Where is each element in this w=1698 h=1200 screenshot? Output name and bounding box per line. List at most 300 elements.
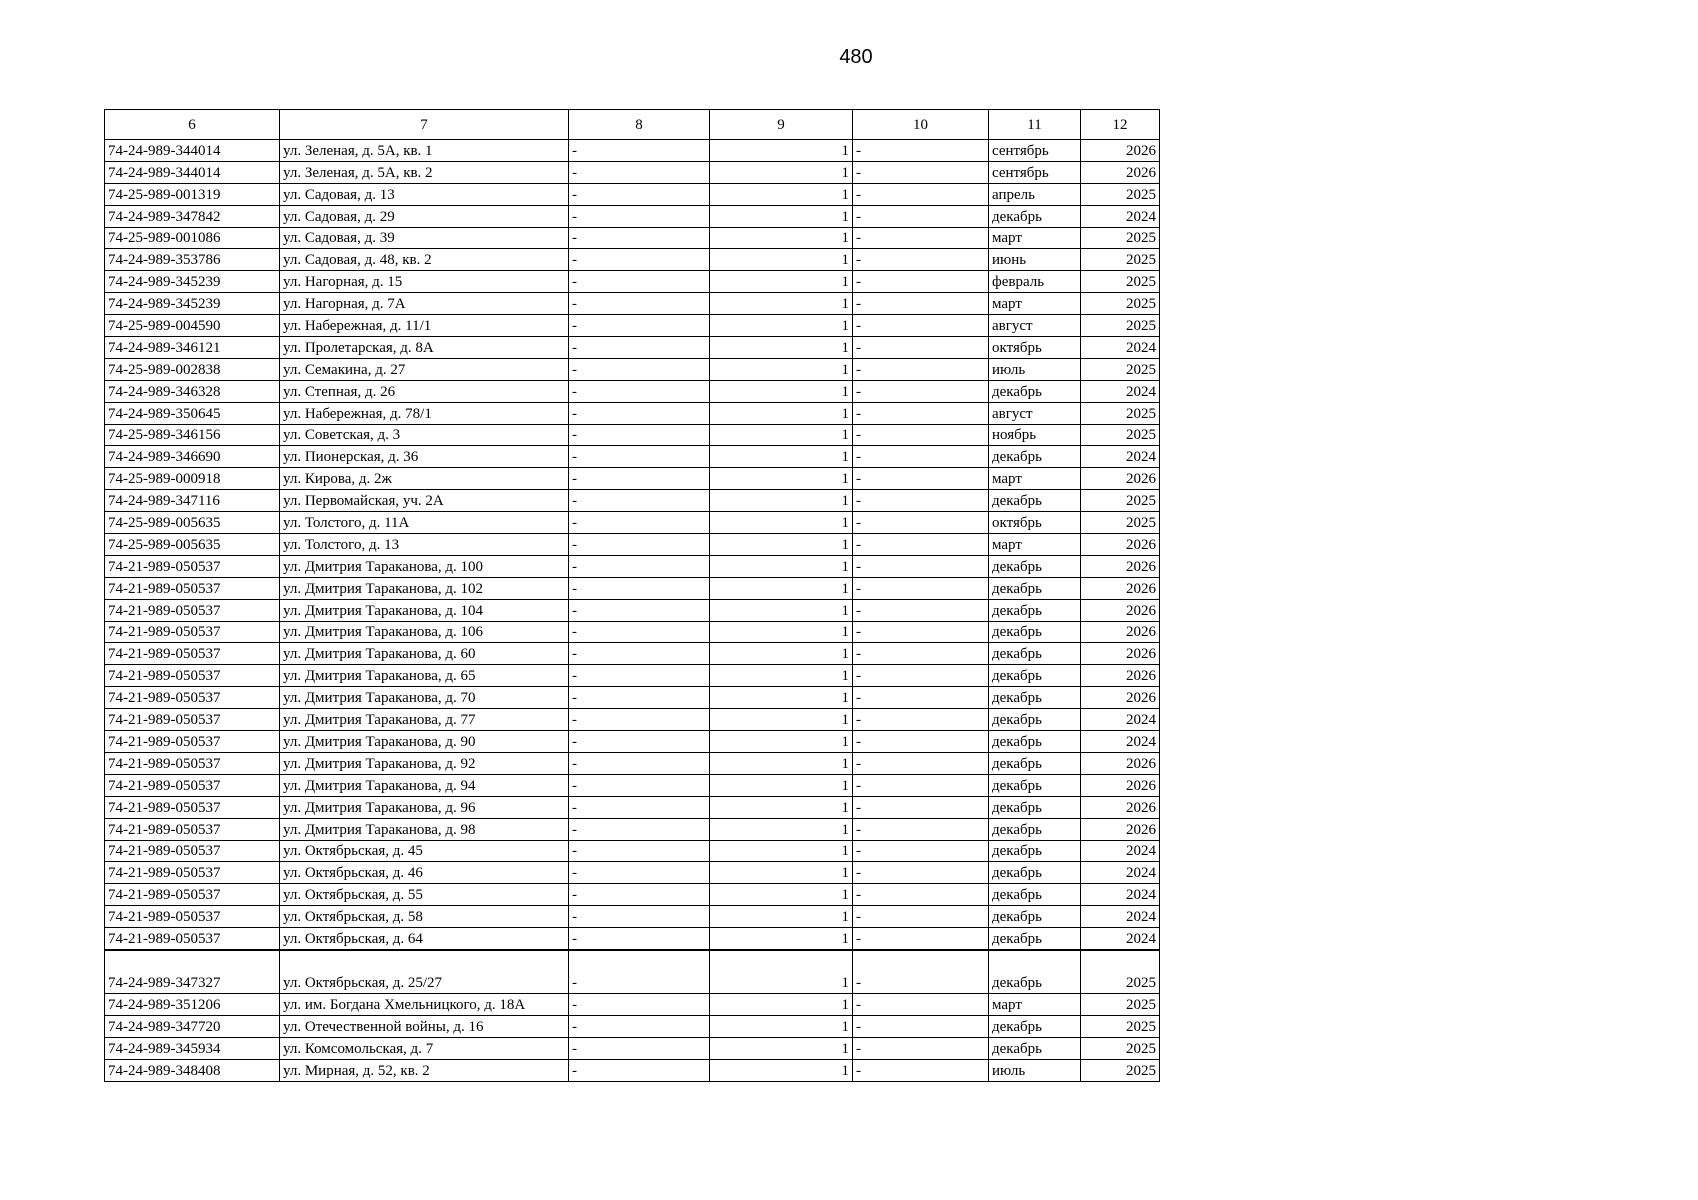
address-cell: ул. Дмитрия Тараканова, д. 77 — [280, 709, 569, 731]
col8-cell: - — [569, 1059, 710, 1081]
table-row — [105, 950, 1160, 994]
code-cell: 74-25-989-001086 — [105, 227, 280, 249]
code-cell: 74-21-989-050537 — [105, 752, 280, 774]
address-cell: ул. Октябрьская, д. 55 — [280, 884, 569, 906]
year-cell: 2025 — [1081, 293, 1160, 315]
table-row — [105, 183, 1160, 205]
year-cell: 2026 — [1081, 577, 1160, 599]
col10-cell: - — [853, 577, 989, 599]
address-cell: ул. Дмитрия Тараканова, д. 90 — [280, 731, 569, 753]
col8-cell: - — [569, 774, 710, 796]
col10-cell: - — [853, 424, 989, 446]
month-cell: декабрь — [989, 490, 1081, 512]
quantity-cell: 1 — [710, 293, 853, 315]
address-cell: ул. Дмитрия Тараканова, д. 60 — [280, 643, 569, 665]
year-cell: 2024 — [1081, 884, 1160, 906]
month-cell: декабрь — [989, 621, 1081, 643]
address-cell: ул. Зеленая, д. 5А, кв. 1 — [280, 140, 569, 162]
table-row — [105, 161, 1160, 183]
table-row — [105, 534, 1160, 556]
col8-cell: - — [569, 293, 710, 315]
col8-cell: - — [569, 928, 710, 950]
address-cell: ул. Кирова, д. 2ж — [280, 468, 569, 490]
col8-cell: - — [569, 665, 710, 687]
month-cell: декабрь — [989, 1037, 1081, 1059]
month-cell: декабрь — [989, 774, 1081, 796]
col10-cell: - — [853, 271, 989, 293]
month-cell: декабрь — [989, 840, 1081, 862]
year-cell: 2025 — [1081, 1015, 1160, 1037]
month-cell: июнь — [989, 249, 1081, 271]
quantity-cell: 1 — [710, 424, 853, 446]
col8-cell: - — [569, 950, 710, 994]
table-row — [105, 862, 1160, 884]
col8-cell: - — [569, 862, 710, 884]
code-cell: 74-25-989-000918 — [105, 468, 280, 490]
col10-cell: - — [853, 249, 989, 271]
quantity-cell: 1 — [710, 577, 853, 599]
table-row — [105, 424, 1160, 446]
address-cell: ул. Садовая, д. 48, кв. 2 — [280, 249, 569, 271]
col10-cell: - — [853, 621, 989, 643]
quantity-cell: 1 — [710, 512, 853, 534]
year-cell: 2025 — [1081, 271, 1160, 293]
table-row — [105, 1059, 1160, 1081]
quantity-cell: 1 — [710, 796, 853, 818]
col10-cell: - — [853, 1037, 989, 1059]
col10-cell: - — [853, 337, 989, 359]
column-header: 12 — [1081, 110, 1160, 140]
code-cell: 74-21-989-050537 — [105, 621, 280, 643]
table-row — [105, 446, 1160, 468]
year-cell: 2024 — [1081, 840, 1160, 862]
address-cell: ул. Семакина, д. 27 — [280, 358, 569, 380]
col8-cell: - — [569, 577, 710, 599]
code-cell: 74-25-989-005635 — [105, 534, 280, 556]
col10-cell: - — [853, 796, 989, 818]
col8-cell: - — [569, 249, 710, 271]
year-cell: 2025 — [1081, 993, 1160, 1015]
table-row — [105, 1037, 1160, 1059]
code-cell: 74-21-989-050537 — [105, 796, 280, 818]
table-row — [105, 643, 1160, 665]
code-cell: 74-21-989-050537 — [105, 731, 280, 753]
code-cell: 74-25-989-005635 — [105, 512, 280, 534]
address-cell: ул. Садовая, д. 39 — [280, 227, 569, 249]
month-cell: октябрь — [989, 337, 1081, 359]
col10-cell: - — [853, 512, 989, 534]
code-cell: 74-21-989-050537 — [105, 840, 280, 862]
code-cell: 74-25-989-001319 — [105, 183, 280, 205]
table-row — [105, 271, 1160, 293]
col10-cell: - — [853, 752, 989, 774]
month-cell: декабрь — [989, 1015, 1081, 1037]
col8-cell: - — [569, 687, 710, 709]
year-cell: 2024 — [1081, 380, 1160, 402]
table-row — [105, 928, 1160, 950]
quantity-cell: 1 — [710, 271, 853, 293]
code-cell: 74-21-989-050537 — [105, 687, 280, 709]
col8-cell: - — [569, 1015, 710, 1037]
year-cell: 2024 — [1081, 906, 1160, 928]
year-cell: 2026 — [1081, 643, 1160, 665]
col8-cell: - — [569, 555, 710, 577]
month-cell: июль — [989, 358, 1081, 380]
table-body — [105, 140, 1160, 1082]
quantity-cell: 1 — [710, 906, 853, 928]
address-cell: ул. Набережная, д. 78/1 — [280, 402, 569, 424]
column-header: 8 — [569, 110, 710, 140]
col10-cell: - — [853, 1059, 989, 1081]
year-cell: 2025 — [1081, 512, 1160, 534]
code-cell: 74-24-989-344014 — [105, 161, 280, 183]
quantity-cell: 1 — [710, 709, 853, 731]
table-row — [105, 774, 1160, 796]
col8-cell: - — [569, 818, 710, 840]
quantity-cell: 1 — [710, 161, 853, 183]
address-cell: ул. Нагорная, д. 7А — [280, 293, 569, 315]
quantity-cell: 1 — [710, 140, 853, 162]
table-row — [105, 490, 1160, 512]
month-cell: декабрь — [989, 818, 1081, 840]
col8-cell: - — [569, 446, 710, 468]
table-row — [105, 687, 1160, 709]
year-cell: 2026 — [1081, 774, 1160, 796]
col10-cell: - — [853, 315, 989, 337]
year-cell: 2026 — [1081, 599, 1160, 621]
address-cell: ул. Советская, д. 3 — [280, 424, 569, 446]
col8-cell: - — [569, 358, 710, 380]
column-header: 9 — [710, 110, 853, 140]
month-cell: октябрь — [989, 512, 1081, 534]
table-row — [105, 205, 1160, 227]
month-cell: декабрь — [989, 555, 1081, 577]
col10-cell: - — [853, 709, 989, 731]
code-cell: 74-24-989-347720 — [105, 1015, 280, 1037]
month-cell: декабрь — [989, 862, 1081, 884]
quantity-cell: 1 — [710, 468, 853, 490]
code-cell: 74-24-989-346328 — [105, 380, 280, 402]
year-cell: 2026 — [1081, 161, 1160, 183]
table-row — [105, 227, 1160, 249]
col8-cell: - — [569, 752, 710, 774]
table-row — [105, 380, 1160, 402]
col10-cell: - — [853, 140, 989, 162]
col8-cell: - — [569, 599, 710, 621]
address-cell: ул. Комсомольская, д. 7 — [280, 1037, 569, 1059]
month-cell: апрель — [989, 183, 1081, 205]
address-cell: ул. Пионерская, д. 36 — [280, 446, 569, 468]
address-cell: ул. Дмитрия Тараканова, д. 65 — [280, 665, 569, 687]
year-cell: 2026 — [1081, 468, 1160, 490]
year-cell: 2026 — [1081, 818, 1160, 840]
address-cell: ул. Дмитрия Тараканова, д. 92 — [280, 752, 569, 774]
col8-cell: - — [569, 884, 710, 906]
quantity-cell: 1 — [710, 862, 853, 884]
col8-cell: - — [569, 993, 710, 1015]
address-cell: ул. Степная, д. 26 — [280, 380, 569, 402]
year-cell: 2026 — [1081, 534, 1160, 556]
quantity-cell: 1 — [710, 665, 853, 687]
month-cell: декабрь — [989, 446, 1081, 468]
year-cell: 2026 — [1081, 752, 1160, 774]
column-header: 7 — [280, 110, 569, 140]
address-cell: ул. Отечественной войны, д. 16 — [280, 1015, 569, 1037]
month-cell: август — [989, 402, 1081, 424]
year-cell: 2024 — [1081, 709, 1160, 731]
quantity-cell: 1 — [710, 555, 853, 577]
month-cell: сентябрь — [989, 140, 1081, 162]
header-row — [105, 110, 1160, 140]
quantity-cell: 1 — [710, 643, 853, 665]
col8-cell: - — [569, 315, 710, 337]
address-cell: ул. Октябрьская, д. 46 — [280, 862, 569, 884]
year-cell: 2025 — [1081, 950, 1160, 994]
col10-cell: - — [853, 687, 989, 709]
year-cell: 2025 — [1081, 490, 1160, 512]
month-cell: декабрь — [989, 687, 1081, 709]
code-cell: 74-25-989-346156 — [105, 424, 280, 446]
col10-cell: - — [853, 468, 989, 490]
quantity-cell: 1 — [710, 1037, 853, 1059]
year-cell: 2025 — [1081, 424, 1160, 446]
code-cell: 74-24-989-350645 — [105, 402, 280, 424]
address-cell: ул. Дмитрия Тараканова, д. 104 — [280, 599, 569, 621]
quantity-cell: 1 — [710, 315, 853, 337]
col8-cell: - — [569, 271, 710, 293]
quantity-cell: 1 — [710, 1015, 853, 1037]
table-row — [105, 315, 1160, 337]
col8-cell: - — [569, 183, 710, 205]
address-cell: ул. Дмитрия Тараканова, д. 98 — [280, 818, 569, 840]
table-row — [105, 599, 1160, 621]
quantity-cell: 1 — [710, 380, 853, 402]
col8-cell: - — [569, 227, 710, 249]
table-row — [105, 621, 1160, 643]
code-cell: 74-21-989-050537 — [105, 643, 280, 665]
col8-cell: - — [569, 534, 710, 556]
col8-cell: - — [569, 490, 710, 512]
code-cell: 74-21-989-050537 — [105, 818, 280, 840]
col8-cell: - — [569, 380, 710, 402]
address-cell: ул. Дмитрия Тараканова, д. 96 — [280, 796, 569, 818]
code-cell: 74-21-989-050537 — [105, 709, 280, 731]
col10-cell: - — [853, 884, 989, 906]
col10-cell: - — [853, 906, 989, 928]
table-row — [105, 512, 1160, 534]
col10-cell: - — [853, 1015, 989, 1037]
quantity-cell: 1 — [710, 928, 853, 950]
year-cell: 2026 — [1081, 621, 1160, 643]
year-cell: 2025 — [1081, 227, 1160, 249]
col8-cell: - — [569, 731, 710, 753]
year-cell: 2026 — [1081, 140, 1160, 162]
table-row — [105, 993, 1160, 1015]
col8-cell: - — [569, 468, 710, 490]
month-cell: декабрь — [989, 709, 1081, 731]
address-cell: ул. Набережная, д. 11/1 — [280, 315, 569, 337]
address-cell: ул. Зеленая, д. 5А, кв. 2 — [280, 161, 569, 183]
year-cell: 2024 — [1081, 205, 1160, 227]
month-cell: декабрь — [989, 380, 1081, 402]
year-cell: 2025 — [1081, 249, 1160, 271]
col10-cell: - — [853, 731, 989, 753]
col10-cell: - — [853, 293, 989, 315]
code-cell: 74-24-989-346690 — [105, 446, 280, 468]
address-cell: ул. Первомайская, уч. 2А — [280, 490, 569, 512]
register-table — [104, 109, 1160, 1082]
address-cell: ул. Толстого, д. 11А — [280, 512, 569, 534]
year-cell: 2025 — [1081, 358, 1160, 380]
col10-cell: - — [853, 928, 989, 950]
code-cell: 74-24-989-351206 — [105, 993, 280, 1015]
month-cell: декабрь — [989, 928, 1081, 950]
year-cell: 2024 — [1081, 862, 1160, 884]
table-row — [105, 709, 1160, 731]
month-cell: июль — [989, 1059, 1081, 1081]
code-cell: 74-25-989-002838 — [105, 358, 280, 380]
col8-cell: - — [569, 205, 710, 227]
table-row — [105, 796, 1160, 818]
year-cell: 2025 — [1081, 1037, 1160, 1059]
month-cell: декабрь — [989, 906, 1081, 928]
year-cell: 2024 — [1081, 446, 1160, 468]
col8-cell: - — [569, 402, 710, 424]
col10-cell: - — [853, 446, 989, 468]
quantity-cell: 1 — [710, 358, 853, 380]
col10-cell: - — [853, 490, 989, 512]
col10-cell: - — [853, 840, 989, 862]
col8-cell: - — [569, 906, 710, 928]
col10-cell: - — [853, 555, 989, 577]
month-cell: сентябрь — [989, 161, 1081, 183]
address-cell: ул. Садовая, д. 29 — [280, 205, 569, 227]
quantity-cell: 1 — [710, 752, 853, 774]
quantity-cell: 1 — [710, 884, 853, 906]
month-cell: декабрь — [989, 731, 1081, 753]
table-row — [105, 140, 1160, 162]
address-cell: ул. Дмитрия Тараканова, д. 102 — [280, 577, 569, 599]
address-cell: ул. Октябрьская, д. 45 — [280, 840, 569, 862]
col10-cell: - — [853, 818, 989, 840]
code-cell: 74-24-989-348408 — [105, 1059, 280, 1081]
year-cell: 2025 — [1081, 402, 1160, 424]
page-number: 480 — [839, 46, 873, 68]
month-cell: декабрь — [989, 752, 1081, 774]
table-row — [105, 840, 1160, 862]
month-cell: март — [989, 993, 1081, 1015]
quantity-cell: 1 — [710, 774, 853, 796]
code-cell: 74-25-989-004590 — [105, 315, 280, 337]
address-cell: ул. им. Богдана Хмельницкого, д. 18А — [280, 993, 569, 1015]
col8-cell: - — [569, 709, 710, 731]
col10-cell: - — [853, 183, 989, 205]
quantity-cell: 1 — [710, 1059, 853, 1081]
quantity-cell: 1 — [710, 840, 853, 862]
table-row — [105, 577, 1160, 599]
month-cell: февраль — [989, 271, 1081, 293]
quantity-cell: 1 — [710, 731, 853, 753]
quantity-cell: 1 — [710, 599, 853, 621]
address-cell: ул. Пролетарская, д. 8А — [280, 337, 569, 359]
year-cell: 2026 — [1081, 687, 1160, 709]
col10-cell: - — [853, 227, 989, 249]
code-cell: 74-24-989-345239 — [105, 293, 280, 315]
col10-cell: - — [853, 643, 989, 665]
table-row — [105, 337, 1160, 359]
col8-cell: - — [569, 840, 710, 862]
month-cell: декабрь — [989, 950, 1081, 994]
col10-cell: - — [853, 665, 989, 687]
year-cell: 2024 — [1081, 928, 1160, 950]
quantity-cell: 1 — [710, 534, 853, 556]
month-cell: декабрь — [989, 796, 1081, 818]
col8-cell: - — [569, 424, 710, 446]
code-cell: 74-24-989-345934 — [105, 1037, 280, 1059]
code-cell: 74-21-989-050537 — [105, 599, 280, 621]
address-cell: ул. Октябрьская, д. 64 — [280, 928, 569, 950]
year-cell: 2025 — [1081, 1059, 1160, 1081]
table-row — [105, 249, 1160, 271]
col8-cell: - — [569, 337, 710, 359]
year-cell: 2024 — [1081, 337, 1160, 359]
address-cell: ул. Мирная, д. 52, кв. 2 — [280, 1059, 569, 1081]
address-cell: ул. Нагорная, д. 15 — [280, 271, 569, 293]
table-row — [105, 293, 1160, 315]
table-row — [105, 402, 1160, 424]
table-row — [105, 665, 1160, 687]
table-row — [105, 731, 1160, 753]
code-cell: 74-24-989-353786 — [105, 249, 280, 271]
col10-cell: - — [853, 774, 989, 796]
quantity-cell: 1 — [710, 249, 853, 271]
col8-cell: - — [569, 621, 710, 643]
table-row — [105, 358, 1160, 380]
month-cell: ноябрь — [989, 424, 1081, 446]
quantity-cell: 1 — [710, 446, 853, 468]
month-cell: март — [989, 534, 1081, 556]
month-cell: декабрь — [989, 643, 1081, 665]
month-cell: март — [989, 227, 1081, 249]
quantity-cell: 1 — [710, 993, 853, 1015]
col8-cell: - — [569, 140, 710, 162]
table-row — [105, 906, 1160, 928]
col10-cell: - — [853, 599, 989, 621]
col10-cell: - — [853, 950, 989, 994]
quantity-cell: 1 — [710, 950, 853, 994]
quantity-cell: 1 — [710, 621, 853, 643]
col8-cell: - — [569, 161, 710, 183]
code-cell: 74-21-989-050537 — [105, 862, 280, 884]
col10-cell: - — [853, 862, 989, 884]
quantity-cell: 1 — [710, 402, 853, 424]
code-cell: 74-21-989-050537 — [105, 665, 280, 687]
column-header: 6 — [105, 110, 280, 140]
code-cell: 74-21-989-050537 — [105, 577, 280, 599]
month-cell: декабрь — [989, 665, 1081, 687]
col10-cell: - — [853, 993, 989, 1015]
year-cell: 2025 — [1081, 183, 1160, 205]
quantity-cell: 1 — [710, 227, 853, 249]
table-row — [105, 884, 1160, 906]
code-cell: 74-21-989-050537 — [105, 555, 280, 577]
code-cell: 74-24-989-347327 — [105, 950, 280, 994]
col10-cell: - — [853, 161, 989, 183]
quantity-cell: 1 — [710, 183, 853, 205]
quantity-cell: 1 — [710, 687, 853, 709]
col8-cell: - — [569, 1037, 710, 1059]
code-cell: 74-24-989-345239 — [105, 271, 280, 293]
